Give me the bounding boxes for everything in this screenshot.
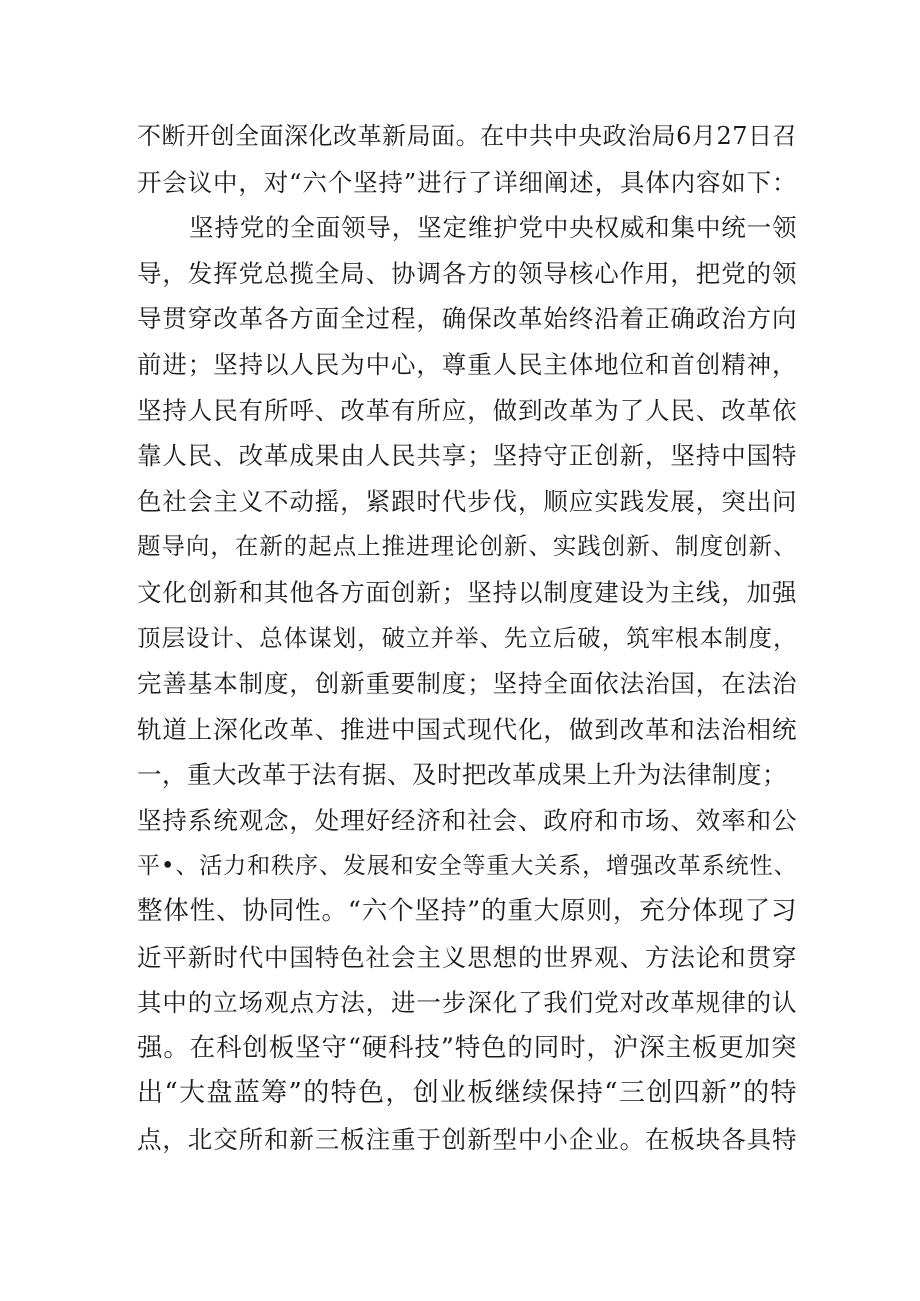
text-line: 坚持系统观念，处理好经济和社会、政府和市场、效率和公 (137, 805, 797, 835)
paragraph-start-line: 坚持党的全面领导，坚定维护党中央权威和集中统一领 (189, 213, 797, 243)
text-line: 不断开创全面深化改革新局面。在中共中央政治局6月27日召 (137, 122, 797, 150)
text-line: 前进；坚持以人民为中心，尊重人民主体地位和首创精神， (137, 349, 797, 379)
text-line: 一，重大改革于法有据、及时把改革成果上升为法律制度； (137, 760, 787, 790)
text-line: 文化创新和其他各方面创新；坚持以制度建设为主线，加强 (137, 577, 797, 607)
text-line: 靠人民、改革成果由人民共享；坚持守正创新，坚持中国特 (137, 441, 797, 471)
text-line: 近平新时代中国特色社会主义思想的世界观、方法论和贯穿 (137, 942, 797, 972)
text-line: 题导向，在新的起点上推进理论创新、实践创新、制度创新、 (137, 532, 797, 561)
text-line: 强。在科创板坚守“硬科技”特色的同时，沪深主板更加突 (137, 1032, 797, 1063)
body-text (137, 114, 797, 1163)
text-line: 其中的立场观点方法，进一步深化了我们党对改革规律的认 (137, 988, 797, 1018)
text-line: 整体性、协同性。“六个坚持”的重大原则，充分体现了习 (137, 896, 797, 927)
text-line: 开会议中，对“六个坚持”进行了详细阐述，具体内容如下： (137, 167, 797, 197)
text-line: 完善基本制度，创新重要制度；坚持全面依法治国，在法治 (137, 669, 797, 699)
text-line: 平•、活力和秩序、发展和安全等重大关系，增强改革系统性、 (137, 852, 797, 879)
text-line: 顶层设计、总体谋划，破立并举、先立后破，筑牢根本制度， (137, 623, 797, 652)
text-line: 点，北交所和新三板注重于创新型中小企业。在板块各具特 (137, 1125, 797, 1155)
text-line: 出“大盘蓝筹”的特色，创业板继续保持“三创四新”的特 (137, 1078, 797, 1109)
text-line: 导，发挥党总揽全局、协调各方的领导核心作用，把党的领 (137, 258, 797, 288)
text-line: 色社会主义不动摇，紧跟时代步伐，顺应实践发展，突出问 (137, 486, 797, 516)
text-line: 轨道上深化改革、推进中国式现代化，做到改革和法治相统 (137, 714, 797, 744)
text-line: 导贯穿改革各方面全过程，确保改革始终沿着正确政治方向 (137, 304, 797, 334)
text-line: 坚持人民有所呼、改革有所应，做到改革为了人民、改革依 (137, 395, 797, 425)
